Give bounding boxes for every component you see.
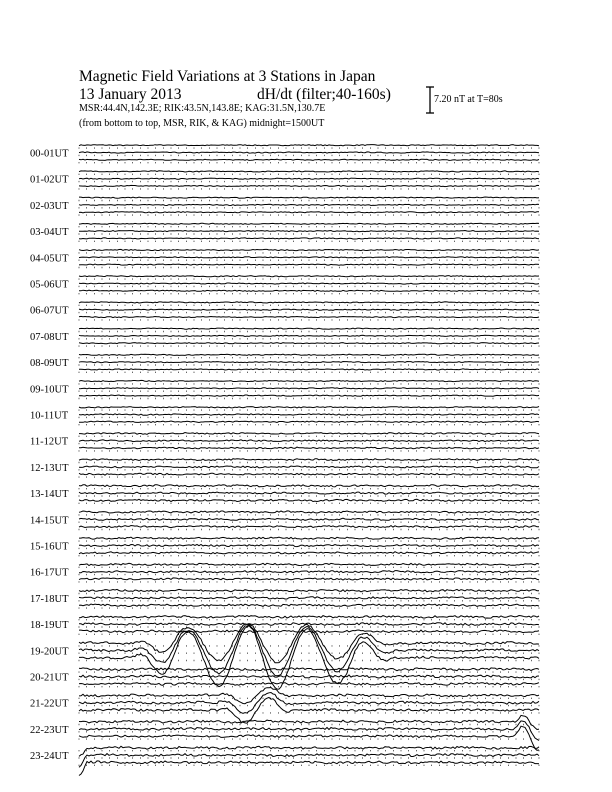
row-label: 11-12UT	[30, 436, 69, 448]
trace-msr	[79, 316, 539, 317]
minute-ticks	[79, 462, 539, 463]
row-label: 23-24UT	[30, 751, 69, 763]
minute-ticks	[79, 312, 539, 313]
trace-msr	[79, 343, 539, 344]
trace-msr	[79, 630, 539, 633]
row-label: 09-10UT	[30, 384, 69, 396]
trace-kag	[79, 249, 539, 250]
trace-kag	[79, 407, 539, 409]
trace-rik	[79, 178, 539, 179]
minute-ticks	[79, 260, 539, 261]
row-label: 14-15UT	[30, 515, 69, 527]
row-labels	[30, 149, 69, 763]
trace-rik	[79, 152, 539, 153]
trace-kag	[79, 276, 539, 277]
minute-ticks	[79, 345, 539, 346]
minute-ticks	[79, 188, 539, 189]
minute-ticks	[79, 503, 539, 504]
trace-kag	[79, 302, 539, 303]
row-label: 06-07UT	[30, 305, 69, 317]
minute-ticks	[79, 593, 539, 594]
row-label: 08-09UT	[30, 358, 69, 370]
trace-kag	[79, 380, 539, 381]
row-label: 01-02UT	[30, 174, 69, 186]
row-label: 15-16UT	[30, 541, 69, 553]
minute-ticks	[79, 267, 539, 268]
minute-ticks	[79, 750, 539, 751]
station-coordinates: MSR:44.4N,142.3E; RIK:43.5N,143.8E; KAG:31.5N,130.7E	[79, 103, 326, 114]
minute-ticks	[79, 398, 539, 399]
minute-ticks	[79, 634, 539, 635]
minute-ticks	[79, 738, 539, 739]
minute-ticks	[79, 660, 539, 661]
minute-ticks	[79, 607, 539, 608]
trace-kag	[79, 668, 539, 671]
minute-ticks	[79, 357, 539, 358]
trace-rik	[79, 283, 539, 284]
row-label: 21-22UT	[30, 698, 69, 710]
row-label: 13-14UT	[30, 489, 69, 501]
trace-rik	[79, 414, 539, 415]
minute-ticks	[79, 698, 539, 699]
trace-kag	[79, 537, 539, 539]
minute-ticks	[79, 241, 539, 242]
minute-ticks	[79, 214, 539, 215]
trace-msr	[79, 212, 539, 213]
minute-ticks	[79, 671, 539, 672]
trace-msr	[79, 421, 539, 423]
trace-rik	[79, 623, 539, 626]
trace-msr	[79, 369, 539, 370]
row-label: 10-11UT	[30, 410, 69, 422]
trace-kag	[79, 563, 539, 565]
row-label: 19-20UT	[30, 646, 69, 658]
trace-msr	[79, 499, 539, 501]
row-label: 04-05UT	[30, 253, 69, 265]
minute-ticks	[79, 207, 539, 208]
trace-rik	[79, 571, 539, 573]
row-label: 12-13UT	[30, 462, 69, 474]
chart-title: Magnetic Field Variations at 3 Stations in Japan	[79, 68, 376, 85]
minute-ticks	[79, 581, 539, 582]
minute-ticks	[79, 600, 539, 601]
trace-msr	[79, 682, 539, 685]
trace-rik	[79, 388, 539, 389]
minute-ticks	[79, 686, 539, 687]
trace-rik	[79, 204, 539, 205]
trace-kag	[79, 171, 539, 172]
row-label: 07-08UT	[30, 331, 69, 343]
trace-msr	[79, 552, 539, 554]
minute-ticks	[79, 567, 539, 568]
row-label: 17-18UT	[30, 593, 69, 605]
minute-ticks	[79, 514, 539, 515]
minute-ticks	[79, 293, 539, 294]
row-label: 05-06UT	[30, 279, 69, 291]
row-label: 16-17UT	[30, 567, 69, 579]
trace-msr	[79, 447, 539, 449]
trace-rik	[79, 466, 539, 468]
trace-rik	[79, 544, 539, 546]
minute-ticks	[79, 200, 539, 201]
minute-ticks	[79, 391, 539, 392]
trace-rik	[79, 231, 539, 232]
trace-kag	[79, 688, 539, 704]
minute-ticks	[79, 278, 539, 279]
minute-ticks	[79, 147, 539, 148]
trace-msr	[79, 185, 539, 186]
trace-msr	[79, 578, 539, 580]
minute-ticks	[79, 724, 539, 725]
trace-msr	[79, 526, 539, 528]
trace-kag	[79, 485, 539, 487]
quantity-label: dH/dt (filter;40-160s)	[257, 86, 391, 103]
trace-msr	[79, 761, 539, 776]
minute-ticks	[79, 305, 539, 306]
minute-ticks	[79, 331, 539, 332]
trace-kag	[79, 715, 539, 729]
minute-ticks	[79, 252, 539, 253]
trace-msr	[79, 264, 539, 265]
minute-ticks	[79, 529, 539, 530]
row-label: 00-01UT	[30, 148, 69, 160]
row-label: 20-21UT	[30, 672, 69, 684]
trace-msr	[79, 159, 539, 160]
date-label: 13 January 2013	[79, 86, 182, 103]
minute-ticks	[79, 364, 539, 365]
trace-kag	[79, 145, 539, 146]
minute-ticks	[79, 476, 539, 477]
minute-ticks	[79, 155, 539, 156]
minute-ticks	[79, 619, 539, 620]
trace-kag	[79, 511, 539, 513]
trace-rik	[79, 335, 539, 336]
minute-ticks	[79, 495, 539, 496]
minute-ticks	[79, 731, 539, 732]
minute-ticks	[79, 443, 539, 444]
trace-kag	[79, 589, 539, 591]
trace-msr	[79, 395, 539, 396]
trace-rik	[79, 518, 539, 520]
trace-rik	[79, 257, 539, 258]
minute-ticks	[79, 450, 539, 451]
trace-kag	[79, 223, 539, 224]
trace-rik	[79, 597, 539, 599]
trace-kag	[79, 433, 539, 435]
minute-ticks	[79, 409, 539, 410]
minute-ticks	[79, 757, 539, 758]
minute-ticks	[79, 705, 539, 706]
trace-kag	[79, 354, 539, 355]
minute-ticks	[79, 162, 539, 163]
trace-rik	[79, 492, 539, 494]
minute-ticks	[79, 679, 539, 680]
trace-rik	[79, 309, 539, 310]
minute-ticks	[79, 712, 539, 713]
trace-kag	[79, 616, 539, 619]
minute-ticks	[79, 338, 539, 339]
minute-ticks	[79, 653, 539, 654]
trace-msr	[79, 290, 539, 291]
trace-rik	[79, 675, 539, 678]
minute-ticks	[79, 372, 539, 373]
minute-ticks	[79, 469, 539, 470]
minute-ticks	[79, 540, 539, 541]
trace-rik	[79, 362, 539, 363]
minute-ticks	[79, 417, 539, 418]
row-label: 22-23UT	[30, 724, 69, 736]
scale-label: 7.20 nT at T=80s	[434, 94, 503, 105]
trace-kag	[79, 459, 539, 461]
minute-ticks	[79, 522, 539, 523]
trace-rik	[79, 440, 539, 442]
row-label: 02-03UT	[30, 200, 69, 212]
trace-lines	[79, 145, 539, 776]
minute-ticks	[79, 174, 539, 175]
minute-ticks	[79, 574, 539, 575]
minute-ticks	[79, 226, 539, 227]
row-label: 18-19UT	[30, 620, 69, 632]
trace-order-note: (from bottom to top, MSR, RIK, & KAG) midnight=1500UT	[79, 118, 325, 129]
minute-ticks	[79, 555, 539, 556]
minute-ticks	[79, 765, 539, 766]
trace-kag	[79, 328, 539, 329]
minute-ticks	[79, 645, 539, 646]
minute-ticks	[79, 319, 539, 320]
minute-ticks	[79, 488, 539, 489]
trace-msr	[79, 238, 539, 239]
minute-ticks	[79, 233, 539, 234]
minute-ticks	[79, 383, 539, 384]
minute-ticks	[79, 424, 539, 425]
minute-ticks	[79, 181, 539, 182]
trace-msr	[79, 473, 539, 475]
minute-ticks	[79, 548, 539, 549]
minute-ticks	[79, 436, 539, 437]
minute-ticks	[79, 286, 539, 287]
row-label: 03-04UT	[30, 227, 69, 239]
trace-msr	[79, 604, 539, 607]
trace-kag	[79, 197, 539, 198]
